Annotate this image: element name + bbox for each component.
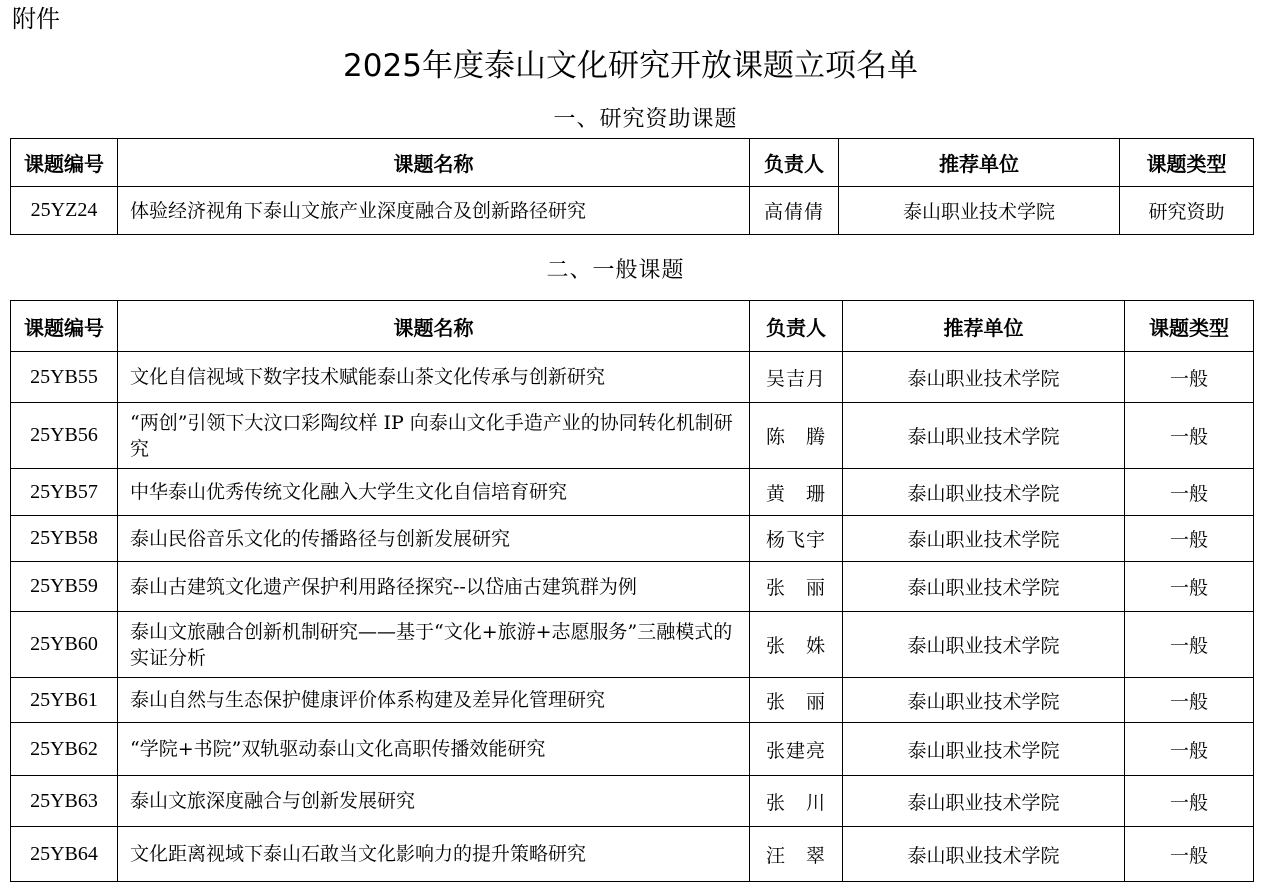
column-header-person: 负责人: [750, 139, 839, 187]
project-leader: 陈 腾: [750, 403, 843, 469]
table-row: [11, 562, 1254, 612]
project-leader: 黄 珊: [750, 469, 843, 516]
column-header-name: 课题名称: [118, 301, 750, 352]
recommending-unit: 泰山职业技术学院: [843, 562, 1125, 612]
column-header-type: 课题类型: [1120, 139, 1254, 187]
project-name: 文化距离视域下泰山石敢当文化影响力的提升策略研究: [118, 827, 750, 882]
project-leader: 杨飞宇: [750, 516, 843, 562]
project-name: “两创”引领下大汶口彩陶纹样 IP 向泰山文化手造产业的协同转化机制研究: [118, 403, 750, 469]
general-projects-table: [10, 300, 1254, 882]
project-name: 体验经济视角下泰山文旅产业深度融合及创新路径研究: [118, 187, 750, 235]
project-leader: 张 丽: [750, 678, 843, 723]
project-code: 25YB59: [11, 562, 118, 612]
column-header-unit: 推荐单位: [843, 301, 1125, 352]
project-code: 25YB61: [11, 678, 118, 723]
column-header-code: 课题编号: [11, 301, 118, 352]
project-type: 一般: [1125, 612, 1254, 678]
project-type: 一般: [1125, 678, 1254, 723]
table-row: [11, 723, 1254, 776]
project-type: 一般: [1125, 827, 1254, 882]
project-type: 一般: [1125, 352, 1254, 403]
recommending-unit: 泰山职业技术学院: [843, 827, 1125, 882]
table-row: [11, 678, 1254, 723]
project-type: 一般: [1125, 776, 1254, 827]
column-header-person: 负责人: [750, 301, 843, 352]
project-type: 一般: [1125, 469, 1254, 516]
project-code: 25YB60: [11, 612, 118, 678]
recommending-unit: 泰山职业技术学院: [843, 403, 1125, 469]
recommending-unit: 泰山职业技术学院: [843, 469, 1125, 516]
table-row: [11, 516, 1254, 562]
project-name: 文化自信视域下数字技术赋能泰山茶文化传承与创新研究: [118, 352, 750, 403]
project-name: 泰山文旅深度融合与创新发展研究: [118, 776, 750, 827]
project-type: 一般: [1125, 516, 1254, 562]
column-header-unit: 推荐单位: [839, 139, 1120, 187]
table-row: [11, 187, 1254, 235]
table-row: [11, 827, 1254, 882]
project-name: “学院+书院”双轨驱动泰山文化高职传播效能研究: [118, 723, 750, 776]
project-leader: 张建亮: [750, 723, 843, 776]
table-row: [11, 612, 1254, 678]
recommending-unit: 泰山职业技术学院: [843, 678, 1125, 723]
project-name: 泰山自然与生态保护健康评价体系构建及差异化管理研究: [118, 678, 750, 723]
project-type: 研究资助: [1120, 187, 1254, 235]
table-row: [11, 776, 1254, 827]
table-row: [11, 403, 1254, 469]
project-code: 25YB57: [11, 469, 118, 516]
table-row: [11, 469, 1254, 516]
project-code: 25YB55: [11, 352, 118, 403]
section-heading-funded: 一、研究资助课题: [553, 107, 738, 132]
project-name: 泰山文旅融合创新机制研究——基于“文化+旅游+志愿服务”三融模式的实证分析: [118, 612, 750, 678]
project-leader: 吴吉月: [750, 352, 843, 403]
table-row: [11, 352, 1254, 403]
column-header-name: 课题名称: [118, 139, 750, 187]
project-name: 中华泰山优秀传统文化融入大学生文化自信培育研究: [118, 469, 750, 516]
project-name: 泰山民俗音乐文化的传播路径与创新发展研究: [118, 516, 750, 562]
project-leader: 汪 翠: [750, 827, 843, 882]
project-code: 25YB64: [11, 827, 118, 882]
project-code: 25YB58: [11, 516, 118, 562]
project-name: 泰山古建筑文化遗产保护利用路径探究--以岱庙古建筑群为例: [118, 562, 750, 612]
project-code: 25YZ24: [11, 187, 118, 235]
column-header-type: 课题类型: [1125, 301, 1254, 352]
recommending-unit: 泰山职业技术学院: [843, 776, 1125, 827]
table-header-row: [11, 139, 1254, 187]
project-leader: 张 丽: [750, 562, 843, 612]
table-header-row: [11, 301, 1254, 352]
recommending-unit: 泰山职业技术学院: [843, 352, 1125, 403]
project-code: 25YB63: [11, 776, 118, 827]
recommending-unit: 泰山职业技术学院: [843, 723, 1125, 776]
section-heading-general: 二、一般课题: [546, 258, 685, 283]
funded-projects-table: [10, 138, 1254, 235]
page-title: 2025年度泰山文化研究开放课题立项名单: [343, 48, 918, 84]
project-type: 一般: [1125, 562, 1254, 612]
project-code: 25YB56: [11, 403, 118, 469]
project-type: 一般: [1125, 403, 1254, 469]
project-code: 25YB62: [11, 723, 118, 776]
project-leader: 高倩倩: [750, 187, 839, 235]
project-type: 一般: [1125, 723, 1254, 776]
recommending-unit: 泰山职业技术学院: [843, 612, 1125, 678]
recommending-unit: 泰山职业技术学院: [843, 516, 1125, 562]
attachment-label: 附件: [12, 5, 60, 33]
project-leader: 张 姝: [750, 612, 843, 678]
recommending-unit: 泰山职业技术学院: [839, 187, 1120, 235]
project-leader: 张 川: [750, 776, 843, 827]
column-header-code: 课题编号: [11, 139, 118, 187]
